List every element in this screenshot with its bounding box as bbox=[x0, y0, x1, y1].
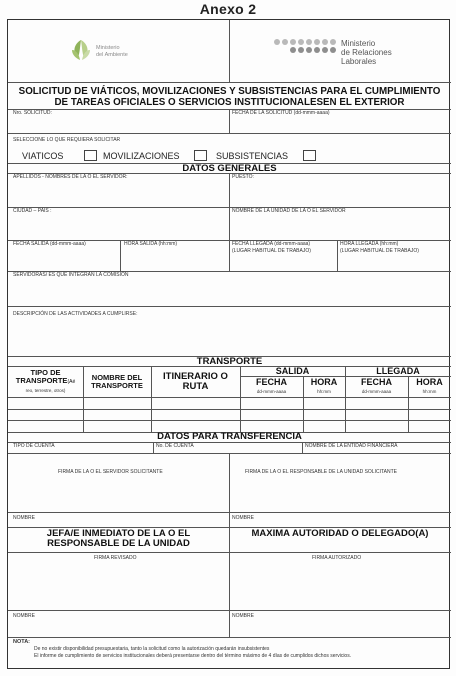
tipo-transporte-l1: TIPO DE bbox=[30, 368, 61, 377]
authority-nombre-left: NOMBRE bbox=[13, 613, 35, 619]
annex-title: Anexo 2 bbox=[199, 1, 257, 17]
tipo-transporte-header bbox=[8, 369, 83, 385]
llegada-fecha-header: FECHA bbox=[361, 377, 392, 387]
fecha-solicitud-label: FECHA DE LA SOLICITUD (dd-mmm-aaaa) bbox=[232, 110, 330, 116]
ciudad-pais-label: CIUDAD – PAIS : bbox=[13, 208, 52, 214]
salida-header: SALIDA bbox=[275, 366, 310, 376]
itinerario-l1: ITINERARIO O bbox=[163, 371, 228, 382]
fecha-salida-label: FECHA SALIDA (dd-mmm-aaaa) bbox=[13, 241, 86, 247]
servidores-comision-label: SERVIDORAS/ ES QUE INTEGRAN LA COMISIÓN bbox=[13, 272, 129, 278]
apellidos-label: APELLIDOS - NOMBRES DE LA O EL SERVIDOR: bbox=[13, 174, 128, 180]
rule bbox=[302, 442, 303, 453]
nombre-unidad-label: NOMBRE DE LA UNIDAD DE LA O EL SERVIDOR bbox=[232, 208, 346, 214]
llegada-header: LLEGADA bbox=[376, 366, 420, 376]
rule bbox=[8, 306, 451, 307]
rule bbox=[8, 420, 451, 421]
form-title bbox=[8, 86, 451, 108]
llegada-hora-format: hh:mm bbox=[422, 389, 437, 394]
tipo-transporte-l2-wrap bbox=[8, 377, 83, 385]
transfer-nombre-right: NOMBRE bbox=[232, 515, 254, 521]
salida-fecha-format: dd-mmm-aaaa bbox=[256, 389, 287, 394]
fecha-llegada-sub: (LUGAR HABITUAL DE TRABAJO) bbox=[232, 248, 311, 254]
mrl-logo-line1: Ministerio bbox=[341, 39, 376, 48]
note-line1: De no existir disponibilidad presupuestaria, tanto la solicitud como la autorización quedarán insubsistentes bbox=[34, 646, 270, 652]
rule bbox=[8, 512, 451, 513]
salida-fecha-header: FECHA bbox=[256, 377, 287, 387]
itinerario-header bbox=[151, 372, 240, 392]
nombre-transporte-l2: TRANSPORTE bbox=[91, 380, 143, 390]
salida-hora-format: hh:mm bbox=[317, 389, 331, 394]
hora-salida-label: HORA SALIDA (hh:mm) bbox=[124, 241, 178, 247]
nombre-transporte-l1: NOMBRE DEL bbox=[91, 373, 143, 382]
firma-responsable-label: FIRMA DE LA O EL RESPONSABLE DE LA UNIDAD SOLICITANTE bbox=[245, 469, 397, 475]
firma-autorizado-label: FIRMA AUTORIZADO bbox=[312, 555, 362, 561]
jefe-l1: JEFA/E INMEDIATO DE LA O EL bbox=[46, 528, 191, 539]
tipo-transporte-l2: TRANSPORTE bbox=[15, 375, 68, 385]
transfer-nombre-left: NOMBRE bbox=[13, 515, 35, 521]
tipo-transporte-sub: reo, terrestre, otros) bbox=[25, 388, 66, 393]
rule bbox=[229, 527, 230, 637]
authority-nombre-right: NOMBRE bbox=[232, 613, 254, 619]
mrl-logo-line2: de Relaciones bbox=[341, 48, 392, 57]
descripcion-actividades-label: DESCRIPCIÓN DE LAS ACTIVIDADES A CUMPLIRSE: bbox=[13, 311, 138, 317]
note-line2: El informe de cumplimiento de servicios institucionales deberá presentarse dentro del término máximo de 4 días de cumplidos dichos servicios. bbox=[34, 653, 352, 659]
movilizaciones-label: MOVILIZACIONES bbox=[103, 151, 180, 161]
nombre-transporte-header bbox=[83, 374, 151, 390]
jefe-inmediato-header bbox=[8, 529, 229, 549]
tipo-cuenta-label: TIPO DE CUENTA bbox=[13, 443, 55, 449]
dots-logo-icon bbox=[273, 37, 337, 59]
datos-transferencia-heading: DATOS PARA TRANSFERENCIA bbox=[157, 431, 302, 442]
rule bbox=[229, 453, 230, 527]
rule bbox=[8, 610, 451, 611]
rule bbox=[8, 82, 451, 83]
viaticos-checkbox[interactable] bbox=[84, 150, 97, 161]
rule bbox=[337, 240, 338, 271]
form-title-line2: DE TAREAS OFICIALES O SERVICIOS INSTITUCIONALESEN EL EXTERIOR bbox=[54, 97, 405, 108]
rule bbox=[229, 173, 230, 271]
transporte-heading: TRANSPORTE bbox=[196, 356, 263, 367]
rule bbox=[8, 207, 451, 208]
hora-llegada-sub: (LUGAR HABITUAL DE TRABAJO) bbox=[340, 248, 419, 254]
rule bbox=[120, 240, 121, 271]
ambiente-logo-line2: del Ambiente bbox=[96, 52, 128, 58]
mrl-logo-line3: Laborales bbox=[341, 57, 377, 66]
rule bbox=[153, 442, 154, 453]
nro-solicitud-label: Nro. SOLICITUD: bbox=[13, 110, 52, 116]
firma-revisado-label: FIRMA REVISADO bbox=[94, 555, 137, 561]
maxima-autoridad-header: MAXIMA AUTORIDAD O DELEGADO(A) bbox=[251, 528, 429, 539]
rule bbox=[229, 109, 230, 133]
no-cuenta-label: No. DE CUENTA bbox=[156, 443, 194, 449]
puesto-label: PUESTO: bbox=[232, 174, 254, 180]
note-label: NOTA: bbox=[13, 639, 31, 645]
rule bbox=[8, 133, 451, 134]
hora-llegada-label: HORA LLEGADA (hh:mm) bbox=[340, 241, 399, 247]
subsistencias-label: SUBSISTENCIAS bbox=[216, 151, 289, 161]
itinerario-l2: RUTA bbox=[182, 380, 209, 392]
llegada-hora-header: HORA bbox=[416, 377, 443, 387]
header-divider bbox=[229, 20, 230, 82]
form-sheet bbox=[7, 19, 450, 669]
rule bbox=[8, 397, 451, 398]
leaf-icon bbox=[68, 38, 94, 62]
rule bbox=[8, 552, 451, 553]
datos-generales-heading: DATOS GENERALES bbox=[182, 163, 277, 174]
ambiente-logo-line1: Ministerio bbox=[96, 45, 120, 51]
form-title-line1: SOLICITUD DE VIÁTICOS, MOVILIZACIONES Y SUBSISTENCIAS PARA EL CUMPLIMIENTO bbox=[18, 86, 441, 97]
viaticos-label: VIATICOS bbox=[22, 151, 64, 161]
movilizaciones-checkbox[interactable] bbox=[194, 150, 207, 161]
salida-hora-header: HORA bbox=[310, 377, 338, 387]
subsistencias-checkbox[interactable] bbox=[303, 150, 316, 161]
rule bbox=[8, 409, 451, 410]
firma-servidor-label: FIRMA DE LA O EL SERVIDOR SOLICITANTE bbox=[58, 469, 163, 475]
entidad-financiera-label: NOMBRE DE LA ENTIDAD FINANCIERA bbox=[305, 443, 398, 449]
jefe-l2: RESPONSABLE DE LA UNIDAD bbox=[47, 537, 190, 549]
rule bbox=[8, 637, 451, 638]
tipo-transporte-l2-suffix: (Aé bbox=[67, 378, 76, 385]
fecha-llegada-label: FECHA LLEGADA (dd-mmm-aaaa) bbox=[232, 241, 311, 247]
seleccione-label: SELECCIONE LO QUE REQUIERA SOLICITAR bbox=[13, 137, 121, 143]
llegada-fecha-format: dd-mmm-aaaa bbox=[361, 389, 392, 394]
